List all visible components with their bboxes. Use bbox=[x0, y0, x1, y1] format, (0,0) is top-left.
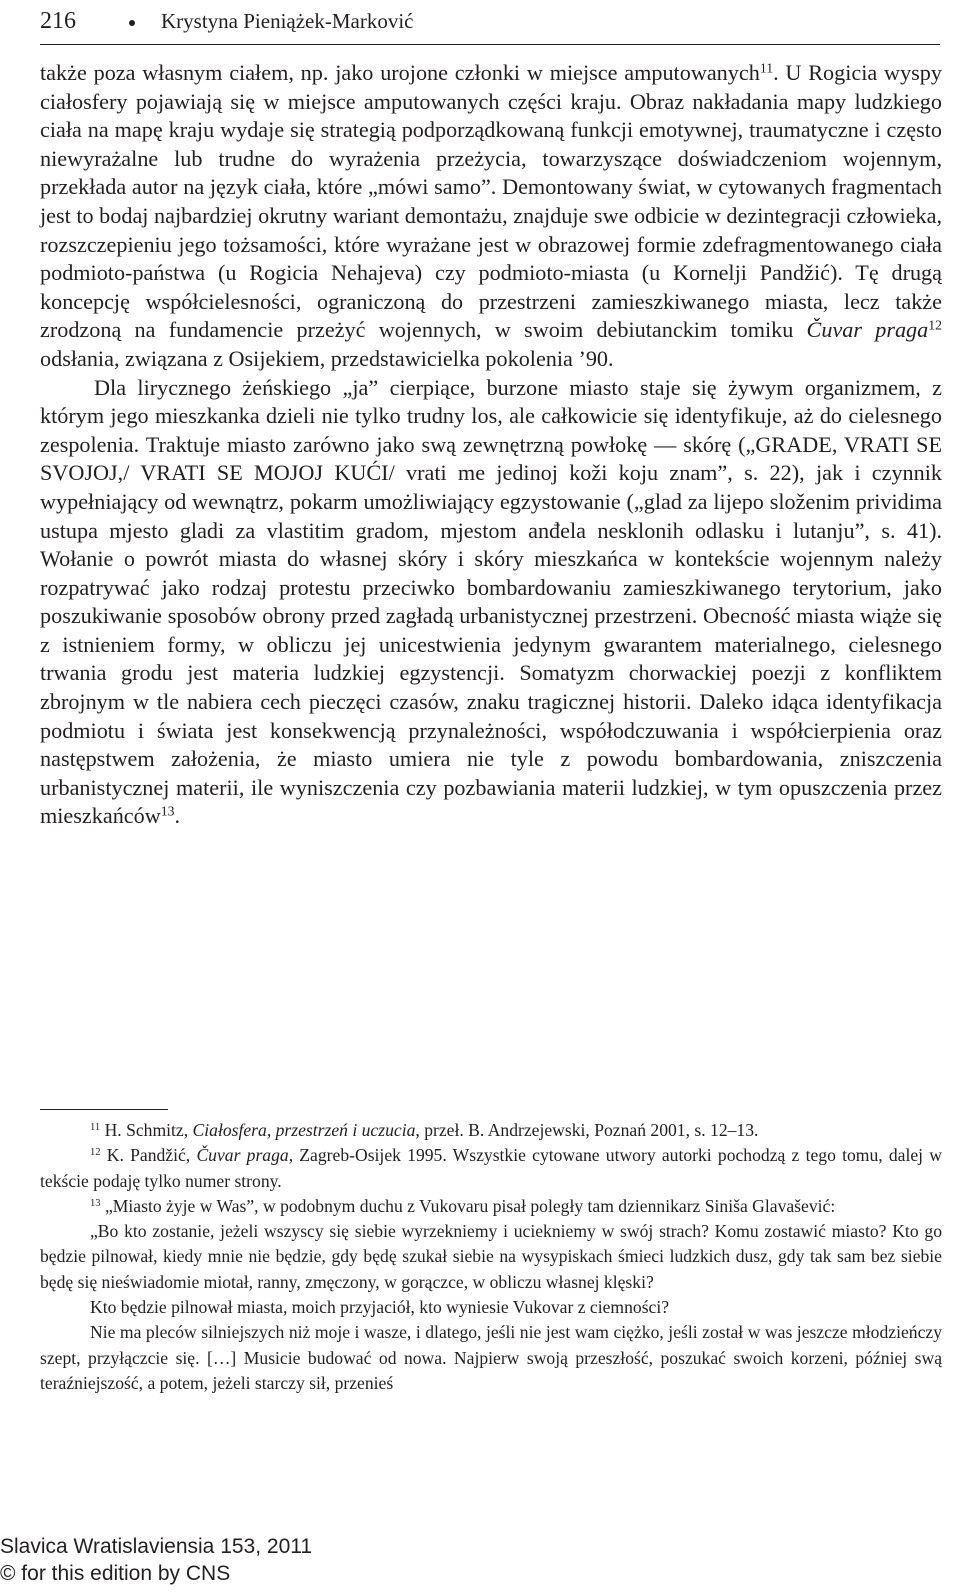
footnote-13-text: „Miasto żyje w Was”, w podobnym duchu z Vukovaru pisał poległy tam dziennikarz Siniša Glavašević: bbox=[104, 1195, 836, 1216]
journal-citation: Slavica Wratislaviensia 153, 2011 bbox=[0, 1535, 313, 1558]
body-text bbox=[40, 59, 942, 831]
footnote-13-quote-1: „Bo kto zostanie, jeżeli wszyscy się siebie wyrzekniemy i uciekniemy w swój strach? Komu zostawić miasto? Kto go będzie pilnował, kiedy mnie nie będzie, gdy będę szukał siebie na wysypiskach śmieci ludzkich dusz, gdy tak sam bez siebie będę się nieświadomie miotał, ranny, zmęczony, w gorączce, w obliczu własnej klęski? bbox=[40, 1221, 942, 1292]
footnote-12-title: Čuvar praga bbox=[196, 1145, 289, 1166]
page-footer bbox=[0, 1533, 312, 1587]
paragraph-2-text-a: Dla lirycznego żeńskiego „ja” cierpiące, burzone miasto staje się żywym organizmem, z którym jego mieszkanka dzieli nie tylko trudny los, ale całkowicie się identyfikuje, aż do cielesnego zespolenia. Traktuje miasto zarówno jako swą zewnętrzną powłokę — skórę („GRADE, VRATI SE SVOJOJ,/ VRATI SE MOJOJ KUĆI/ vrati me jedinoj koži koju znam”, s. 22), jak i czynnik wypełniający od wewnątrz, pokarm umożliwiający egzystowanie („glad za lijepo složenim prividima ustupa mjesto gladi za vlastitim gradom, mjestom anđela nesklonih odlasku i lutanju”, s. 41). Wołanie o powrót miasta do własnej skóry i skóry mieszkańca w kontekście wojennym należy rozpatrywać jako rodzaj protestu przeciwko bombardowaniu zamieszkiwanego terytorium, jako poszukiwanie sposobów obrony przed zagładą urbanistycznej przestrzeni. Obecność miasta wiąże się z istnieniem formy, w obliczu jej unicestwienia jedynym gwarantem materialnego, cielesnego trwania grodu jest materia ludzkiej egzystencji. Somatyzm chorwackiej poezji z konfliktem zbrojnym w tle nabiera cech pieczęci czasów, znaku tragicznej historii. Daleko idąca identyfikacja podmiotu i świata jest konsekwencją przynależności, współodczuwania i współcierpienia oraz następstwem założenia, że miasto umiera nie tyle z powodu bombardowania, zniszczenia urbanistycznej materii, ile wyniszczenia czy pozbawiania materii ludzkiej, w tym opuszczenia przez mieszkańców bbox=[40, 374, 942, 829]
footnote-13-quote-2: Kto będzie pilnował miasta, moich przyjaciół, kto wyniesie Vukovar z ciemności? bbox=[90, 1297, 670, 1318]
footnote-11-title: Ciałosfera, przestrzeń i uczucia bbox=[192, 1120, 416, 1140]
paragraph-1 bbox=[40, 59, 942, 374]
header-bullet bbox=[129, 20, 135, 26]
footnote-13-quote-3: Nie ma pleców silniejszych niż moje i wasze, i dlatego, jeśli nie jest wam ciężko, jeśli został w was jeszcze młodzieńczy szept, przyłączcie się. […] Musicie budować od nowa. Najpierw swoją przeszłość, poszukać swoich korzeni, później swą teraźniejszość, a potem, jeżeli starczy sił, przenieś bbox=[40, 1322, 942, 1393]
paragraph-1-text-b: . U Rogicia wyspy ciałosfery pojawiają się w miejsce amputowanych części kraju. Obraz nakładania mapy ludzkiego ciała na mapę kraju wydaje się strategią podporządkowaną funkcji emotywnej, traumatyczne i często niewyrażalne lub trudne do wyrażenia przeżycia, towarzyszące doświadczeniom wojennym, przekłada autor na język ciała, które „mówi samo”. Demontowany świat, w cytowanych fragmentach jest to bodaj najbardziej okrutny wariant demontażu, znajduje swe odbicie w dezintegracji człowieka, rozszczepieniu jego tożsamości, które wyrażane jest w obrazowej formie zdefragmentowanego ciała podmioto-państwa (u Rogicia Nehajeva) czy podmioto-miasta (u Kornelji Pandžić). Tę drugą koncepcję współcielesności, ograniczoną do przestrzeni zamieszkiwanego miasta, lecz także zrodzoną na fundamencie przeżyć wojennych, w swoim debiutanckim tomiku bbox=[40, 60, 942, 343]
footnote-ref-13: 13 bbox=[160, 803, 175, 819]
paragraph-1-text-a: także poza własnym ciałem, np. jako urojone członki w miejsce amputowanych bbox=[40, 60, 760, 85]
footnote-ref-12: 12 bbox=[928, 317, 942, 333]
footnote-11-text-a: H. Schmitz, bbox=[104, 1120, 193, 1140]
footnote-separator bbox=[40, 1109, 168, 1110]
footnotes bbox=[40, 1118, 942, 1396]
footnote-11 bbox=[40, 1118, 942, 1143]
book-title-cuvar-praga: Čuvar praga bbox=[806, 317, 929, 343]
paragraph-2-text-b: . bbox=[174, 803, 181, 829]
footnote-12-text-b: , Zagreb-Osijek 1995. Wszystkie cytowane utwory autorki pochodzą z tego tomu, dalej w tekście podaję tylko numer strony. bbox=[40, 1145, 942, 1191]
paragraph-1-text-c: odsłania, związana z Osijekiem, przedstawicielka pokolenia ’90. bbox=[40, 345, 614, 371]
footnote-12-text-a: K. Pandžić, bbox=[106, 1145, 197, 1166]
page-number: 216 bbox=[40, 8, 76, 34]
running-header bbox=[40, 4, 940, 45]
running-author: Krystyna Pieniążek-Marković bbox=[161, 9, 414, 33]
footnote-13-mark: 13 bbox=[90, 1198, 101, 1210]
footnote-ref-11: 11 bbox=[759, 60, 774, 76]
footnote-11-mark: 11 bbox=[90, 1122, 101, 1134]
copyright-notice: © for this edition by CNS bbox=[0, 1562, 231, 1585]
footnote-13 bbox=[40, 1194, 942, 1219]
footnote-12 bbox=[40, 1143, 942, 1194]
paragraph-2 bbox=[40, 374, 942, 832]
footnote-12-mark: 12 bbox=[90, 1147, 101, 1159]
footnote-11-text-b: , przeł. B. Andrzejewski, Poznań 2001, s. 12–13. bbox=[415, 1120, 759, 1140]
